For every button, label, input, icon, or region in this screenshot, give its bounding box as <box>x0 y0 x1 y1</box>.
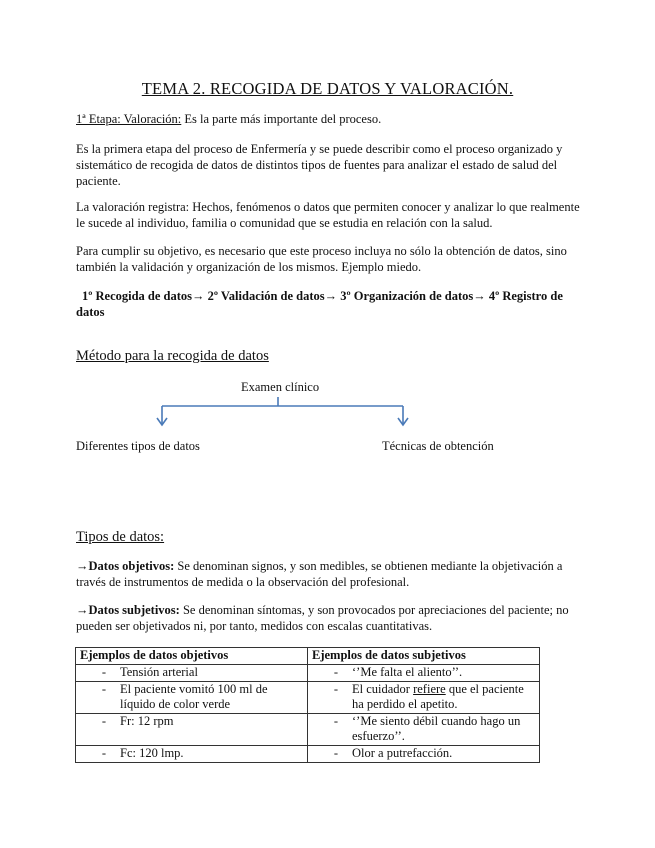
list-dash: - <box>101 682 107 696</box>
paragraph-objetivo: Para cumplir su objetivo, es necesario que este proceso incluya no sólo la obtención de datos, sino también la validación y organización de los mismos. Ejemplo miedo. <box>76 244 567 274</box>
cell-text-pre: El cuidador <box>352 682 414 696</box>
table-cell <box>76 682 308 714</box>
table-cell <box>308 682 540 714</box>
table-header-row <box>76 648 540 665</box>
table-row <box>76 746 540 763</box>
etapa-label: 1ª Etapa: Valoración: <box>76 112 182 126</box>
arrow-icon: → <box>76 559 89 573</box>
list-dash: - <box>333 714 339 728</box>
cell-text-underlined: refiere <box>413 682 446 696</box>
cell-text: ‘’Me siento débil cuando hago un esfuerzo’’. <box>352 714 521 743</box>
list-dash: - <box>101 665 107 679</box>
datos-objetivos-paragraph <box>76 558 581 590</box>
header-subjetivos: Ejemplos de datos subjetivos <box>308 648 540 665</box>
examples-table <box>75 647 540 763</box>
cell-text: Tensión arterial <box>120 665 198 679</box>
table-cell <box>76 746 308 763</box>
cell-text: Olor a putrefacción. <box>352 746 453 760</box>
cell-text-post: que el paciente ha perdido el apetito. <box>352 682 524 711</box>
cell-text: ‘’Me falta el aliento’’. <box>352 665 463 679</box>
table-row <box>76 682 540 714</box>
datos-subjetivos-paragraph <box>76 602 581 634</box>
list-dash: - <box>101 714 107 728</box>
table-row <box>76 714 540 746</box>
datos-subjetivos-label: Datos subjetivos: <box>88 603 180 617</box>
diagram-root-label: Examen clínico <box>241 380 320 394</box>
steps-sequence: 1º Recogida de datos→ 2º Validación de datos→ 3º Organización de datos→ 4º Registro de datos <box>76 289 563 319</box>
etapa-text: Es la parte más importante del proceso. <box>181 112 382 126</box>
diagram-left-label: Diferentes tipos de datos <box>76 439 200 453</box>
datos-subjetivos-text: Se denominan síntomas, y son provocados por apreciaciones del paciente; no pueden ser objetivados ni, por tanto, medidos con escalas cuantitativas. <box>76 603 569 633</box>
list-dash: - <box>333 682 339 696</box>
metodo-heading: Método para la recogida de datos <box>76 348 269 364</box>
paragraph-registro: La valoración registra: Hechos, fenómenos o datos que permiten conocer y analizar lo que realmente le sucede al individuo, familia o comunidad que se estudia en relación con la salud. <box>76 200 580 230</box>
list-dash: - <box>333 746 339 760</box>
table-cell <box>76 665 308 682</box>
arrow-icon: → <box>76 603 89 617</box>
list-dash: - <box>101 746 107 760</box>
page-title: TEMA 2. RECOGIDA DE DATOS Y VALORACIÓN. <box>141 79 514 98</box>
cell-text: Fc: 120 lmp. <box>120 746 184 760</box>
diagram-right-label: Técnicas de obtención <box>382 439 494 453</box>
cell-text: Fr: 12 rpm <box>120 714 174 728</box>
tipos-heading: Tipos de datos: <box>76 529 165 545</box>
datos-objetivos-text: Se denominan signos, y son medibles, se obtienen mediante la objetivación a través de instrumentos de medida o la observación del profesional. <box>76 559 563 589</box>
cell-text: El paciente vomitó 100 ml de líquido de color verde <box>120 682 268 711</box>
cell-text <box>352 682 535 712</box>
table-cell <box>308 665 540 682</box>
header-objetivos: Ejemplos de datos objetivos <box>76 648 308 665</box>
paragraph-definition: Es la primera etapa del proceso de Enfermería y se puede describir como el proceso organizado y sistemático de recogida de datos de distintos tipos de fuentes para analizar el estado de salud del paciente. <box>76 142 563 188</box>
table-cell <box>308 746 540 763</box>
table-cell <box>308 714 540 746</box>
table-row <box>76 665 540 682</box>
list-dash: - <box>333 665 339 679</box>
table-cell <box>76 714 308 746</box>
datos-objetivos-label: Datos objetivos: <box>88 559 175 573</box>
